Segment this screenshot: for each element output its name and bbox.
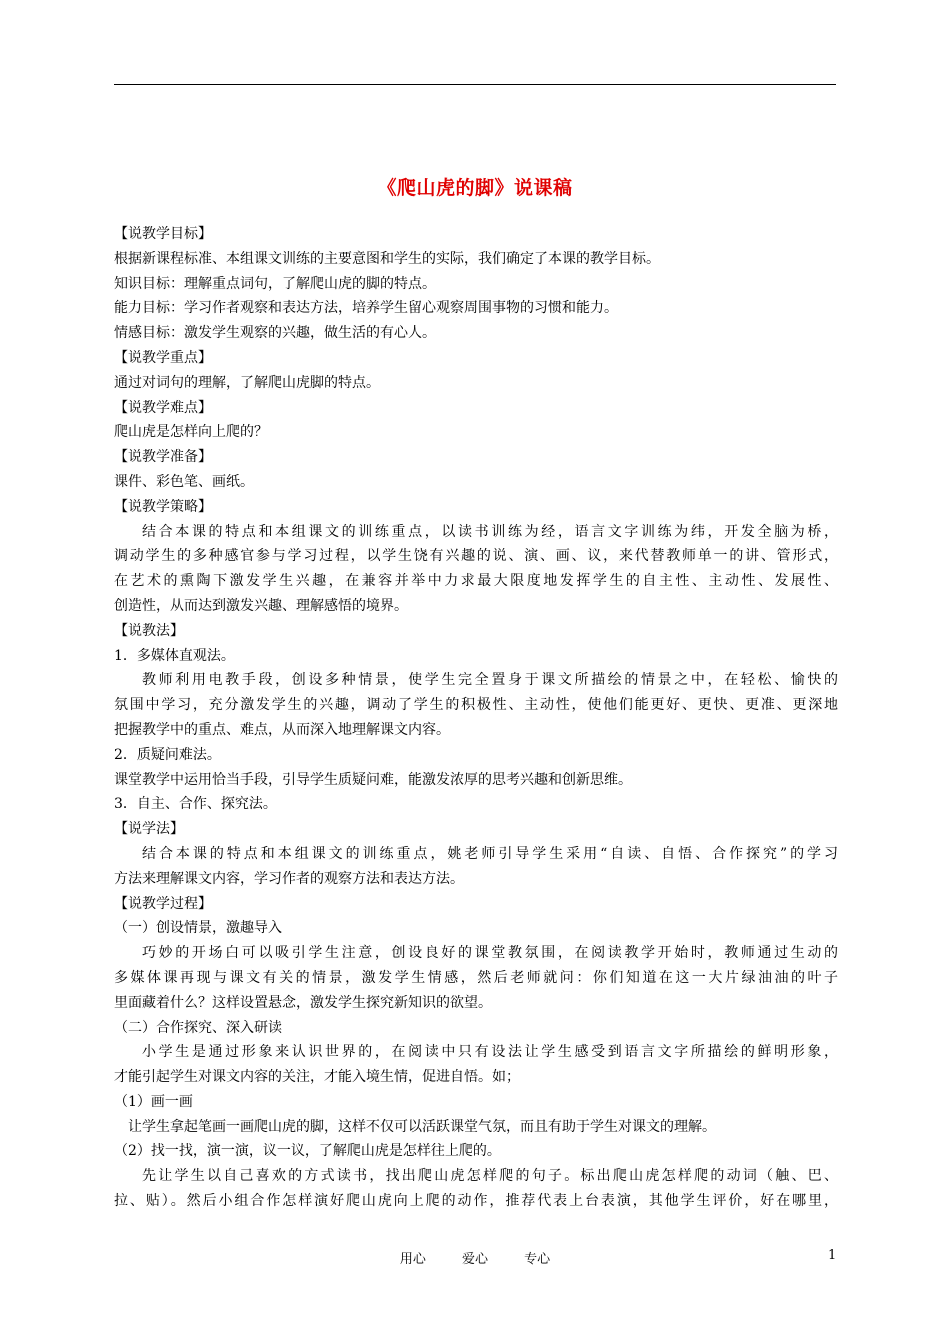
numbered-item: 3．自主、合作、探究法。 xyxy=(114,796,277,813)
paragraph-line: 拉、贴）。然后小组合作怎样演好爬山虎向上爬的动作，推荐代表上台表演，其他学生评价，好在哪里， xyxy=(114,1193,838,1210)
paragraph-line: 先让学生以自己喜欢的方式读书，找出爬山虎怎样爬的句子。标出爬山虎怎样爬的动词（触、巴、 xyxy=(142,1168,838,1185)
section-heading-preparation: 【说教学准备】 xyxy=(114,449,212,466)
paragraph-line: 里面藏着什么？这样设置悬念，激发学生探究新知识的欲望。 xyxy=(114,994,492,1011)
paragraph-line: 情感目标：激发学生观察的兴趣，做生活的有心人。 xyxy=(114,325,436,342)
footer-motto-word: 爱心 xyxy=(461,1252,488,1267)
paragraph-line: 通过对词句的理解，了解爬山虎脚的特点。 xyxy=(114,374,380,391)
document-title: 《爬山虎的脚》说课稿 xyxy=(377,177,573,199)
header-rule xyxy=(114,84,836,85)
paragraph-line: 结合本课的特点和本组课文的训练重点，姚老师引导学生采用“自读、自悟、合作探究”的学习 xyxy=(142,845,838,862)
paragraph-line: 氛围中学习，充分激发学生的兴趣，调动了学生的积极性、主动性，使他们能更好、更快、更准、更深地 xyxy=(114,697,838,714)
paragraph-line: 能力目标：学习作者观察和表达方法，培养学生留心观察周围事物的习惯和能力。 xyxy=(114,300,618,317)
footer-motto-word: 用心 xyxy=(399,1252,426,1267)
paragraph-line: 知识目标：理解重点词句，了解爬山虎的脚的特点。 xyxy=(114,275,436,292)
paragraph-line: 把握教学中的重点、难点，从而深入地理解课文内容。 xyxy=(114,721,450,738)
numbered-item: 2．质疑问难法。 xyxy=(114,746,221,763)
paragraph-line: 在艺术的熏陶下激发学生兴趣，在兼容并举中力求最大限度地发挥学生的自主性、主动性、发展性、 xyxy=(114,573,838,590)
paragraph-line: 课堂教学中运用恰当手段，引导学生质疑问难，能激发浓厚的思考兴趣和创新思维。 xyxy=(114,771,632,788)
paragraph-line: 多媒体课再现与课文有关的情景，激发学生情感，然后老师就问：你们知道在这一大片绿油油的叶子 xyxy=(114,969,838,986)
subsection-heading: （二）合作探究、深入研读 xyxy=(114,1019,282,1036)
footer-motto-word: 专心 xyxy=(524,1252,551,1267)
paragraph-line: 调动学生的多种感官参与学习过程，以学生饶有兴趣的说、演、画、议，来代替教师单一的讲、管形式， xyxy=(114,548,838,565)
paragraph-line: 爬山虎是怎样向上爬的？ xyxy=(114,424,268,441)
subsection-item: （1）画一画 xyxy=(114,1093,193,1110)
paragraph-line: 让学生拿起笔画一画爬山虎的脚，这样不仅可以活跃课堂气氛，而且有助于学生对课文的理解。 xyxy=(128,1118,716,1135)
paragraph-line: 才能引起学生对课文内容的关注，才能入境生情，促进自悟。如； xyxy=(114,1069,520,1086)
numbered-item: 1．多媒体直观法。 xyxy=(114,647,235,664)
section-heading-strategy: 【说教学策略】 xyxy=(114,498,212,515)
paragraph-line: 结合本课的特点和本组课文的训练重点，以读书训练为经，语言文字训练为纬，开发全脑为桥， xyxy=(142,523,838,540)
page-number: 1 xyxy=(828,1248,837,1263)
paragraph-line: 创造性，从而达到激发兴趣、理解感悟的境界。 xyxy=(114,597,408,614)
footer-motto xyxy=(0,1248,950,1267)
section-heading-learning-methods: 【说学法】 xyxy=(114,821,184,838)
section-heading-difficulties: 【说教学难点】 xyxy=(114,399,212,416)
paragraph-line: 方法来理解课文内容，学习作者的观察方法和表达方法。 xyxy=(114,870,464,887)
paragraph-line: 小学生是通过形象来认识世界的，在阅读中只有设法让学生感受到语言文字所描绘的鲜明形象， xyxy=(142,1044,838,1061)
paragraph-line: 教师利用电教手段，创设多种情景，使学生完全置身于课文所描绘的情景之中，在轻松、愉快的 xyxy=(142,672,838,689)
section-heading-key-points: 【说教学重点】 xyxy=(114,349,212,366)
section-heading-goals: 【说教学目标】 xyxy=(114,226,212,242)
paragraph-line: 根据新课程标准、本组课文训练的主要意图和学生的实际，我们确定了本课的教学目标。 xyxy=(114,250,660,267)
subsection-item: （2）找一找，演一演，议一议，了解爬山虎是怎样往上爬的。 xyxy=(114,1143,501,1160)
subsection-heading: （一）创设情景，激趣导入 xyxy=(114,920,282,937)
document-body xyxy=(114,222,838,1214)
paragraph-line: 巧妙的开场白可以吸引学生注意，创设良好的课堂教氛围，在阅读教学开始时，教师通过生动的 xyxy=(142,945,838,962)
section-heading-process: 【说教学过程】 xyxy=(114,895,212,912)
paragraph-line: 课件、彩色笔、画纸。 xyxy=(114,473,254,490)
section-heading-teaching-methods: 【说教法】 xyxy=(114,622,184,639)
